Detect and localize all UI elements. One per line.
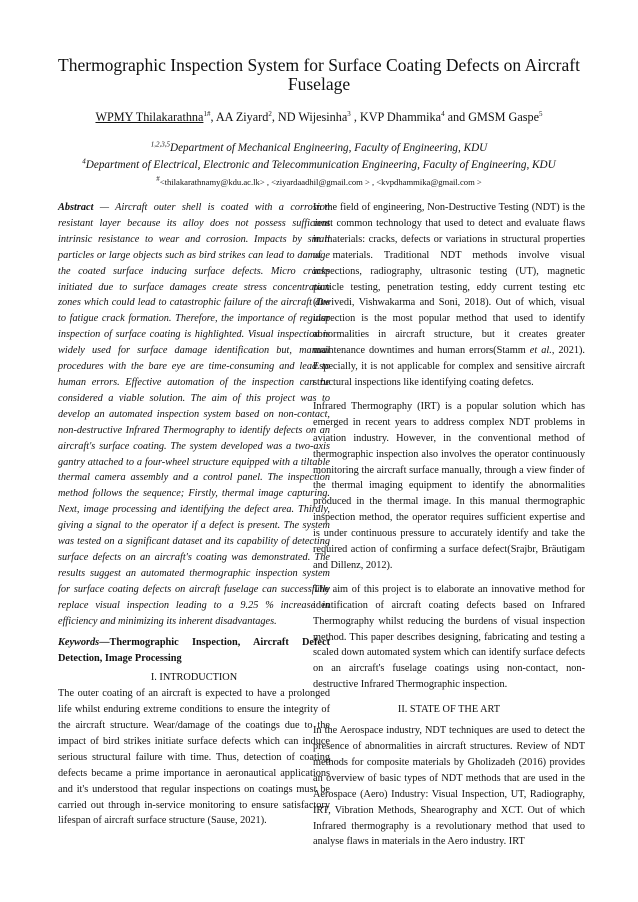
keywords-label: Keywords [58, 637, 100, 649]
introduction-heading: I. INTRODUCTION [150, 672, 238, 684]
affiliation-2-sup: 4 [82, 157, 86, 166]
left-column [58, 200, 330, 829]
author-list [40, 110, 598, 125]
introduction-paragraph-4: The aim of this project is to elaborate an innovative method for identification of aircraft coating defects based on Infrared Thermography whilst reducing the burdens of visual inspection method. This paper describes designing, fabricating and testing a scaled down automated system which can identify surface defects on an aircraft's fuselage coatings using non-contact, non-destructive Infrared Thermographic inspection. [313, 583, 585, 691]
introduction-paragraph-3: Infrared Thermography (IRT) is a popular solution which has emerged in recent years to address complex NDT problems in aviation industry. However, in the conventional method of thermographic inspection also involves the operator continuously monitoring the aircraft surface manually, through a view finder of the thermal imaging equipment to identify the abnormalities produced in the thermal image. In this manual thermographic inspection method, the operator requires sufficient expertise and is under continuous pressure to accurately identify and take the required action of confirming a surface defect(Srajbr, Bräutigam and Dillenz, 2012). [313, 400, 585, 571]
affiliation-electrical [40, 159, 598, 171]
author-2-sup: 2 [268, 109, 272, 118]
state-of-art-paragraph-1: In the Aerospace industry, NDT techniques are used to detect the presence of abnormalities in aircraft structures. Review of NDT methods for composite materials by Gholizadeh (2016) provides an overview of basic types of NDT methods that are used in the Aerospace (Aero) Industry: Visual Inspection, UT, Radiography, IRT, Vibration Methods, Shearography and XCT. Out of which Infrared thermography is a revolutionary method that used to analyse flaws in materials in the Aero industry. IRT [313, 725, 585, 848]
keywords-paragraph [58, 635, 330, 667]
author-5: and GMSM Gaspe [444, 110, 540, 124]
right-column [313, 200, 585, 850]
author-4-sup: 4 [441, 109, 445, 118]
abstract-text: — Aircraft outer shell is coated with a corrosion resistant layer because its alloy does not possess sufficient intrinsic resistance to wear and corrosion. Impacts by small particles or large objects such as bird strikes can lead to damage the coated surface inducing surface defects. Micro cracks initiated due to surface damages create stress concentration zones which could lead to catastrophic failure of the aircraft due to fatigue crack formation. Therefore, the importance of regular inspection of surface coating is highlighted. Visual inspection is widely used for surface damage identification but, manual procedures with the bare eye are time-consuming and lead to human errors. Effective automation of the inspection can be considered a viable solution. The aim of this project was to develop an automated inspection system based on non-contact, non-destructive Infrared Thermography to identify defects on an aircraft's surface coating. The system developed was a two-axis gantry attached to a four-wheel structure equipped with a tiltable thermal camera assembly and a control panel. The inspection method follows the sequence; Firstly, thermal image capturing. Next, image processing and identifying the defect area. Thirdly, giving a signal to the operator if a defect is present. The system was tested on a significant dataset and its capability of detecting surface defects on an aircraft's coating was demonstrated. The results suggest an automated thermographic inspection system for surface coating defects on aircraft fuselage can successfully replace visual inspection leading to a 9.25 % increase in efficiency and minimizing its inherent disadvantages. [58, 202, 330, 627]
affiliation-mechanical [40, 142, 598, 154]
emails-sup: # [156, 175, 160, 184]
author-emails [40, 177, 598, 187]
keywords-text: —Thermographic Inspection, Aircraft Defect Detection, Image Processing [58, 637, 330, 665]
author-5-sup: 5 [539, 109, 543, 118]
paper-title: Thermographic Inspection System for Surface Coating Defects on Aircraft Fuselage [58, 55, 580, 94]
author-1: WPMY Thilakarathna [95, 110, 204, 124]
author-3: , ND Wijesinha [271, 110, 348, 124]
emails-text: <thilakarathnamy@kdu.ac.lk> , <ziyardaadhil@gmail.com > , <kvpdhammika@gmail.com > [159, 177, 482, 187]
introduction-paragraph-1: The outer coating of an aircraft is expected to have a prolonged life whilst enduring extreme conditions to ensure the integrity of the aircraft structure. Wear/damage of the coatings due to the impact of bird strikes initiate surface defects which can induce serious structural failure with time. Thus, detection of coating defects became a prime importance in aeronautical applications and it's understood that regular inspections on coatings must be carried out through in-service monitoring to ensure satisfactory lifespan of aircraft surface structure (Sause, 2021). [58, 688, 330, 827]
author-1-sup: 1# [203, 109, 211, 118]
affiliation-1-text: Department of Mechanical Engineering, Faculty of Engineering, KDU [170, 142, 488, 154]
state-of-art-heading: II. STATE OF THE ART [397, 704, 501, 716]
intro-p2-text-a: In the field of engineering, Non-Destructive Testing (NDT) is the most common technology that used to detect and evaluate flaws in materials: cracks, defects or variations in structural properties of materials. Traditional NDT methods involve visual inspections, radiography, ultrasonic testing (UT), magnetic particle testing, penetration testing, eddy current testing etc (Dwivedi, Vishwakarma and Soni, 2018). Out of which, visual inspection is the most popular method that used to identify abnormalities in aircraft structure, but it creates greater maintenance downtimes and human errors(Stamm [313, 202, 585, 357]
affiliation-2-text: Department of Electrical, Electronic and Telecommunication Engineering, Faculty of Engineering, KDU [85, 159, 556, 171]
introduction-paragraph-2 [313, 200, 585, 391]
author-3-sup: 3 [347, 109, 351, 118]
abstract-label: Abstract [58, 202, 94, 213]
affiliation-1-sup: 1,2,3,5 [150, 140, 170, 149]
author-4: , KVP Dhammika [350, 110, 442, 124]
intro-p2-etal: et al. [529, 345, 552, 357]
abstract-paragraph [58, 200, 330, 629]
intro-p2-text-b: , 2021). Especially, it is not applicable for complex and sensitive aircraft structural inspections like identifying coating defetcs. [313, 345, 585, 388]
author-2: , AA Ziyard [210, 110, 269, 124]
